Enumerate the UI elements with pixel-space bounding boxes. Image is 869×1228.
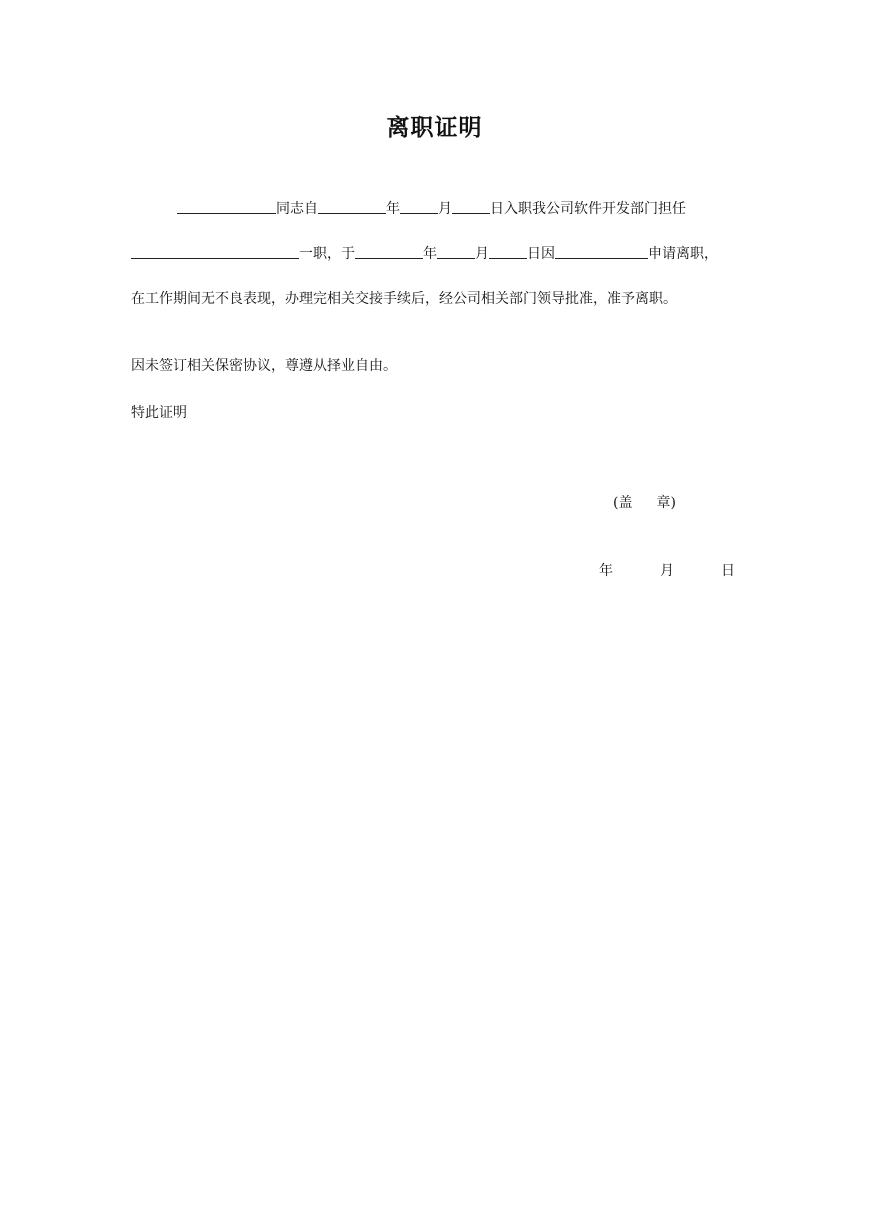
text-day-yin: 日因 [527, 246, 555, 262]
blank-leave-year[interactable] [355, 244, 423, 259]
seal-close: 章) [656, 495, 676, 511]
text-month: 月 [475, 246, 489, 262]
text-year: 年 [386, 201, 400, 217]
paragraph-certify: 特此证明 [131, 405, 187, 421]
paragraph-line-2 [131, 243, 718, 264]
text-month: 月 [438, 201, 452, 217]
text-year: 年 [423, 246, 437, 262]
text-yizhi-yu: 一职，于 [299, 246, 355, 262]
seal-open: (盖 [613, 495, 633, 511]
paragraph-line-3: 在工作期间无不良表现，办理完相关交接手续后，经公司相关部门领导批准，准予离职。 [131, 291, 677, 307]
blank-name[interactable] [177, 199, 276, 214]
text-entry-desc: 日入职我公司软件开发部门担任 [490, 201, 686, 217]
text-tongzhi-zi: 同志自 [276, 201, 318, 217]
blank-entry-year[interactable] [318, 199, 386, 214]
date-year: 年 [599, 563, 613, 579]
blank-leave-month[interactable] [437, 244, 475, 259]
paragraph-line-1 [177, 198, 686, 219]
blank-reason[interactable] [555, 244, 648, 259]
blank-leave-day[interactable] [489, 244, 527, 259]
date-month: 月 [660, 563, 674, 579]
paragraph-confidentiality: 因未签订相关保密协议，尊遵从择业自由。 [131, 358, 397, 374]
blank-position[interactable] [131, 244, 299, 259]
date-day: 日 [721, 563, 735, 579]
seal-placeholder [613, 493, 676, 513]
text-apply-leave: 申请离职， [648, 246, 718, 262]
date-line [599, 561, 735, 581]
blank-entry-day[interactable] [452, 199, 490, 214]
document-title: 离职证明 [386, 114, 483, 141]
blank-entry-month[interactable] [400, 199, 438, 214]
